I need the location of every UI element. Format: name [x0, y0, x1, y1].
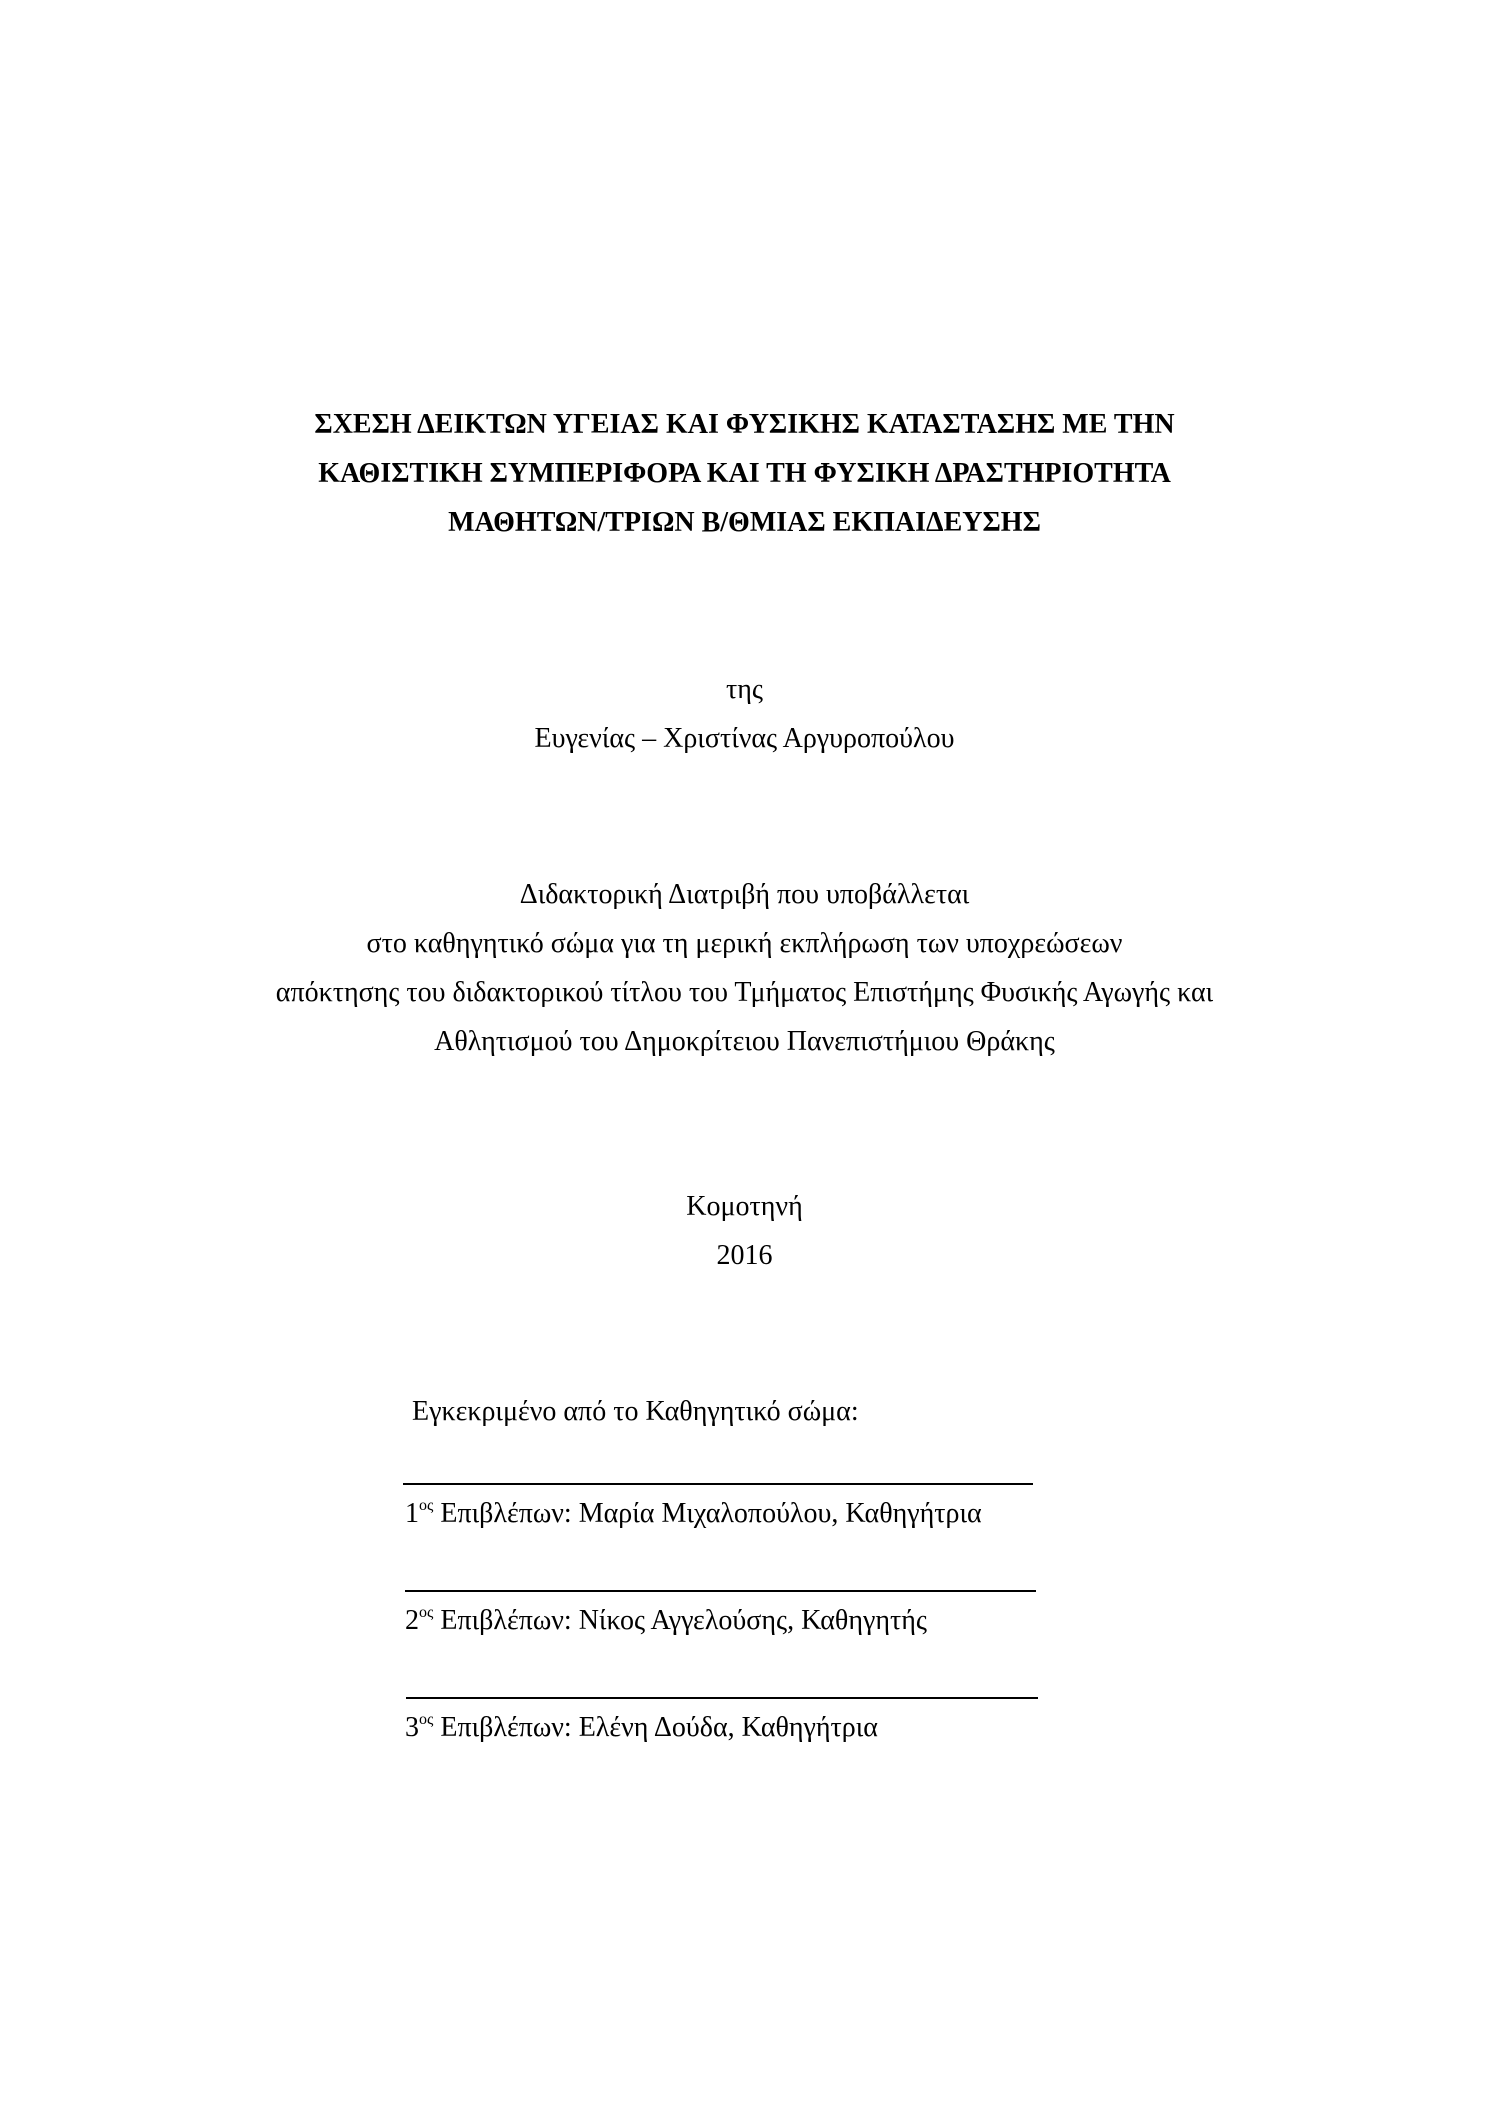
- year: 2016: [716, 1240, 773, 1271]
- signature-line: [406, 1697, 1038, 1699]
- author-block: [0, 665, 1489, 763]
- supervisor-text: Επιβλέπων: Μαρία Μιχαλοπούλου, Καθηγήτρια: [433, 1498, 982, 1529]
- supervisor-text: Επιβλέπων: Ελένη Δούδα, Καθηγήτρια: [433, 1712, 878, 1743]
- supervisor-3: [405, 1708, 878, 1748]
- thesis-title-line: ΚΑΘΙΣΤΙΚΗ ΣΥΜΠΕΡΙΦΟΡΑ ΚΑΙ ΤΗ ΦΥΣΙΚΗ ΔΡΑΣΤΗΡΙΟΤΗΤΑ: [318, 458, 1171, 489]
- thesis-title-line: ΣΧΕΣΗ ΔΕΙΚΤΩΝ ΥΓΕΙΑΣ ΚΑΙ ΦΥΣΙΚΗΣ ΚΑΤΑΣΤΑΣΗΣ ΜΕ ΤΗΝ: [314, 409, 1175, 440]
- place: Κομοτηνή: [686, 1191, 803, 1222]
- place-date-block: [0, 1182, 1489, 1280]
- ordinal-suffix: ος: [419, 1711, 434, 1728]
- ordinal-suffix: ος: [419, 1497, 434, 1514]
- thesis-statement-line: Αθλητισμού του Δημοκρίτειου Πανεπιστήμιου Θράκης: [434, 1026, 1055, 1057]
- supervisor-1: [405, 1494, 982, 1534]
- ordinal-suffix: ος: [419, 1604, 434, 1621]
- supervisor-number: 1: [405, 1498, 419, 1529]
- author-name: Ευγενίας – Χριστίνας Αργυροπούλου: [534, 723, 955, 754]
- thesis-title: [0, 400, 1489, 547]
- signature-line: [403, 1483, 1033, 1485]
- supervisor-2: [405, 1601, 927, 1641]
- thesis-statement-line: απόκτησης του διδακτορικού τίτλου του Τμήματος Επιστήμης Φυσικής Αγωγής και: [275, 977, 1214, 1008]
- approval-label: Εγκεκριμένο από το Καθηγητικό σώμα:: [412, 1396, 859, 1427]
- thesis-title-line: ΜΑΘΗΤΩΝ/ΤΡΙΩΝ Β/ΘΜΙΑΣ ΕΚΠΑΙΔΕΥΣΗΣ: [448, 507, 1041, 538]
- thesis-statement-line: στο καθηγητικό σώμα για τη μερική εκπλήρωση των υποχρεώσεων: [366, 928, 1123, 959]
- thesis-statement-line: Διδακτορική Διατριβή που υποβάλλεται: [519, 879, 970, 910]
- thesis-statement: [0, 870, 1489, 1066]
- supervisor-number: 2: [405, 1605, 419, 1636]
- author-preposition: της: [726, 674, 763, 705]
- supervisor-number: 3: [405, 1712, 419, 1743]
- signature-line: [405, 1590, 1036, 1592]
- supervisor-text: Επιβλέπων: Νίκος Αγγελούσης, Καθηγητής: [433, 1605, 927, 1636]
